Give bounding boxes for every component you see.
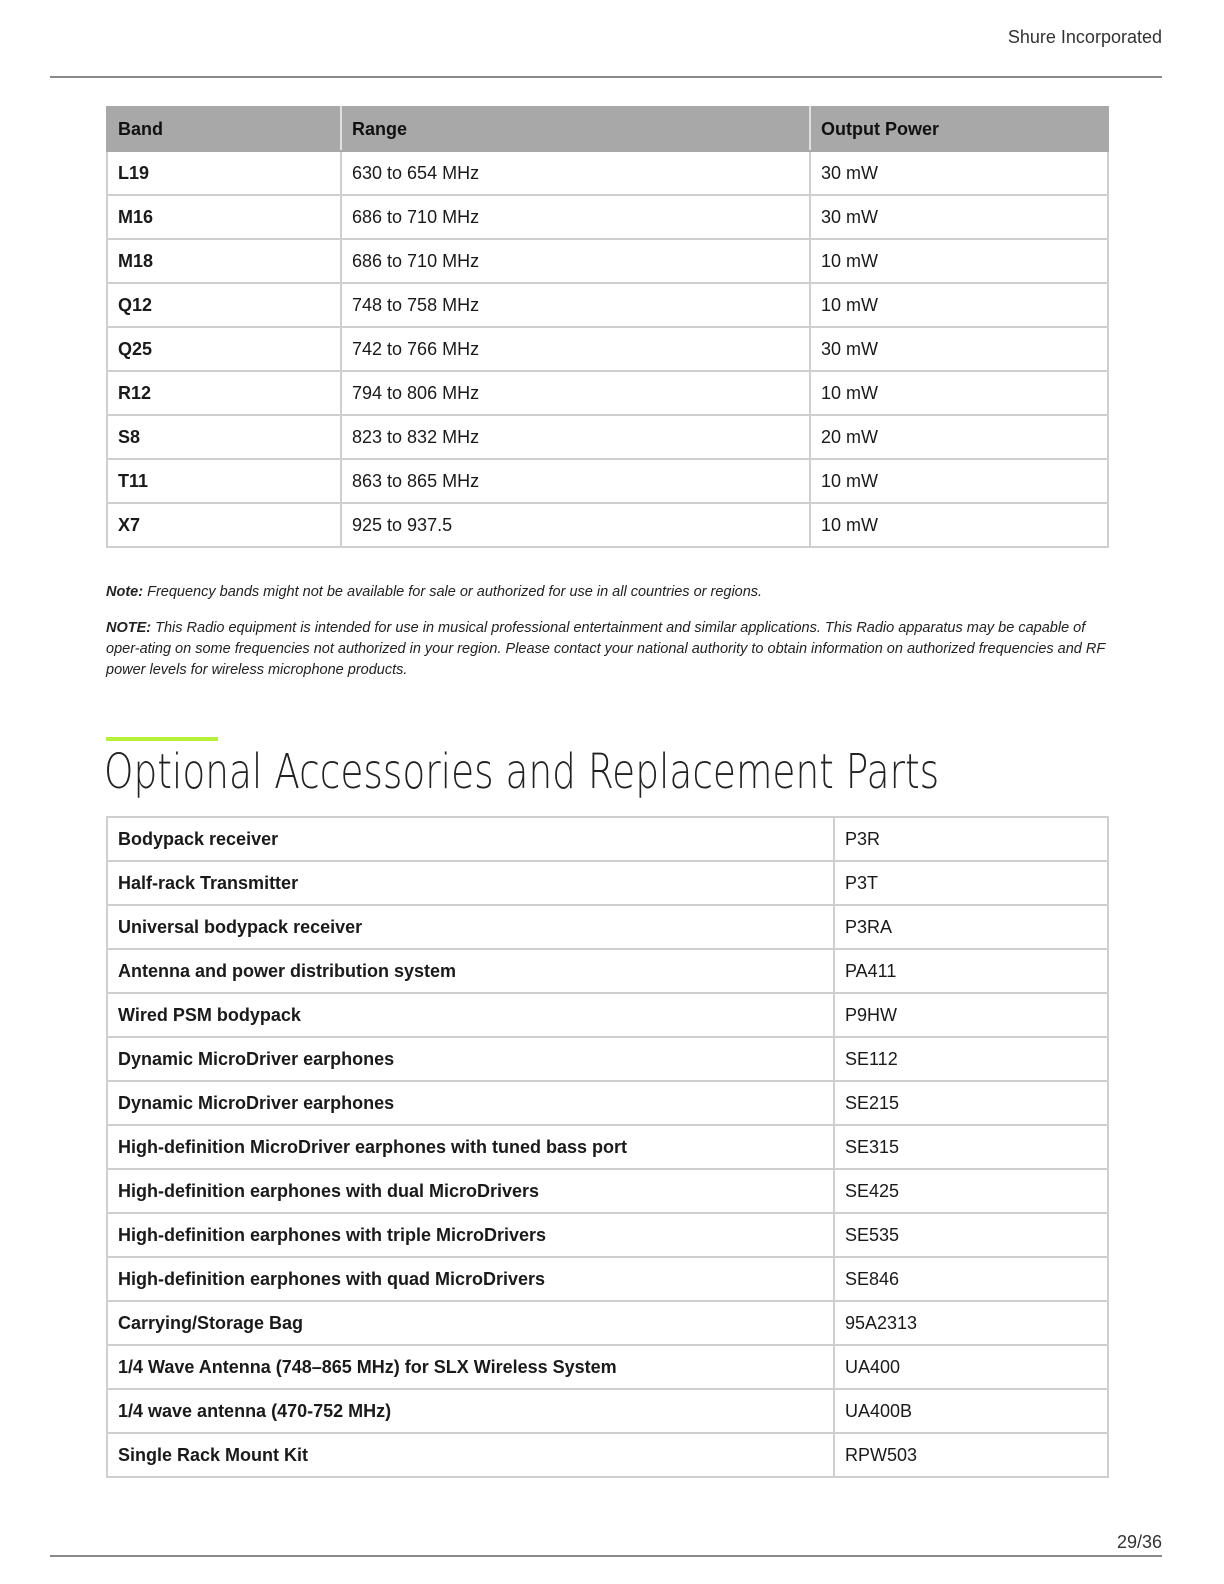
output-power-cell: 10 mW: [810, 239, 1108, 283]
table-row: [107, 1433, 1108, 1477]
footer-divider: [50, 1555, 1162, 1557]
note-text: Frequency bands might not be available for sale or authorized for use in all countries or regions.: [143, 584, 763, 600]
table-row: [107, 151, 1108, 195]
part-number: SE535: [834, 1213, 1108, 1257]
accessory-name: Dynamic MicroDriver earphones: [107, 1037, 834, 1081]
band-cell: X7: [107, 503, 341, 547]
table-header-row: [107, 107, 1108, 151]
table-row: [107, 861, 1108, 905]
accessory-name: 1/4 wave antenna (470-752 MHz): [107, 1389, 834, 1433]
output-power-cell: 30 mW: [810, 151, 1108, 195]
band-cell: T11: [107, 459, 341, 503]
part-number: P3T: [834, 861, 1108, 905]
part-number: SE315: [834, 1125, 1108, 1169]
part-number: SE112: [834, 1037, 1108, 1081]
output-power-cell: 20 mW: [810, 415, 1108, 459]
part-number: PA411: [834, 949, 1108, 993]
range-cell: 823 to 832 MHz: [341, 415, 810, 459]
range-cell: 925 to 937.5: [341, 503, 810, 547]
band-cell: L19: [107, 151, 341, 195]
part-number: UA400: [834, 1345, 1108, 1389]
section-title: Optional Accessories and Replacement Parts: [104, 744, 940, 800]
frequency-availability-note: [106, 582, 1106, 603]
column-header-band: Band: [107, 107, 341, 151]
part-number: SE425: [834, 1169, 1108, 1213]
regulatory-note: [106, 618, 1106, 681]
band-cell: M18: [107, 239, 341, 283]
table-row: [107, 993, 1108, 1037]
table-row: [107, 503, 1108, 547]
table-row: [107, 1301, 1108, 1345]
part-number: UA400B: [834, 1389, 1108, 1433]
accessory-name: Dynamic MicroDriver earphones: [107, 1081, 834, 1125]
part-number: SE215: [834, 1081, 1108, 1125]
output-power-cell: 30 mW: [810, 195, 1108, 239]
part-number: P9HW: [834, 993, 1108, 1037]
output-power-cell: 10 mW: [810, 503, 1108, 547]
range-cell: 686 to 710 MHz: [341, 239, 810, 283]
header-company-name: Shure Incorporated: [1007, 27, 1162, 47]
part-number: 95A2313: [834, 1301, 1108, 1345]
accessory-name: High-definition earphones with quad MicroDrivers: [107, 1257, 834, 1301]
accessory-name: High-definition earphones with triple MicroDrivers: [107, 1213, 834, 1257]
part-number: P3R: [834, 817, 1108, 861]
range-cell: 742 to 766 MHz: [341, 327, 810, 371]
note-label: Note:: [106, 584, 144, 600]
table-row: [107, 1389, 1108, 1433]
accessory-name: High-definition earphones with dual MicroDrivers: [107, 1169, 834, 1213]
accessories-table: [106, 816, 1109, 1478]
table-row: [107, 327, 1108, 371]
range-cell: 748 to 758 MHz: [341, 283, 810, 327]
table-row: [107, 1081, 1108, 1125]
table-row: [107, 195, 1108, 239]
output-power-cell: 10 mW: [810, 459, 1108, 503]
page-number: 29/36: [1116, 1532, 1162, 1552]
range-cell: 794 to 806 MHz: [341, 371, 810, 415]
accessory-name: Universal bodypack receiver: [107, 905, 834, 949]
table-row: [107, 371, 1108, 415]
band-cell: M16: [107, 195, 341, 239]
band-cell: R12: [107, 371, 341, 415]
table-row: [107, 1125, 1108, 1169]
part-number: SE846: [834, 1257, 1108, 1301]
table-row: [107, 817, 1108, 861]
frequency-band-table: [106, 106, 1109, 548]
accessory-name: Bodypack receiver: [107, 817, 834, 861]
table-row: [107, 1037, 1108, 1081]
part-number: P3RA: [834, 905, 1108, 949]
table-row: [107, 1213, 1108, 1257]
table-row: [107, 1345, 1108, 1389]
accessory-name: Carrying/Storage Bag: [107, 1301, 834, 1345]
accessory-name: High-definition MicroDriver earphones with tuned bass port: [107, 1125, 834, 1169]
table-row: [107, 905, 1108, 949]
note-text: This Radio equipment is intended for use in musical professional entertainment and similar applications. This Radio apparatus may be capable of oper-ating on some frequencies not authorized in your region. Please contact your national authority to obtain information on authorized frequencies and RF power levels for wireless microphone products.: [106, 620, 1105, 678]
band-cell: S8: [107, 415, 341, 459]
range-cell: 630 to 654 MHz: [341, 151, 810, 195]
table-row: [107, 239, 1108, 283]
output-power-cell: 10 mW: [810, 371, 1108, 415]
section-accent-bar: [106, 737, 218, 741]
header-divider: [50, 76, 1162, 78]
part-number: RPW503: [834, 1433, 1108, 1477]
table-row: [107, 415, 1108, 459]
column-header-range: Range: [341, 107, 810, 151]
band-cell: Q25: [107, 327, 341, 371]
column-header-output-power: Output Power: [810, 107, 1108, 151]
range-cell: 863 to 865 MHz: [341, 459, 810, 503]
accessory-name: Wired PSM bodypack: [107, 993, 834, 1037]
table-row: [107, 459, 1108, 503]
table-row: [107, 1257, 1108, 1301]
table-row: [107, 1169, 1108, 1213]
table-row: [107, 283, 1108, 327]
range-cell: 686 to 710 MHz: [341, 195, 810, 239]
table-row: [107, 949, 1108, 993]
band-cell: Q12: [107, 283, 341, 327]
accessory-name: Antenna and power distribution system: [107, 949, 834, 993]
output-power-cell: 30 mW: [810, 327, 1108, 371]
output-power-cell: 10 mW: [810, 283, 1108, 327]
accessory-name: 1/4 Wave Antenna (748–865 MHz) for SLX Wireless System: [107, 1345, 834, 1389]
accessory-name: Half-rack Transmitter: [107, 861, 834, 905]
note-label: NOTE:: [106, 620, 152, 636]
accessory-name: Single Rack Mount Kit: [107, 1433, 834, 1477]
